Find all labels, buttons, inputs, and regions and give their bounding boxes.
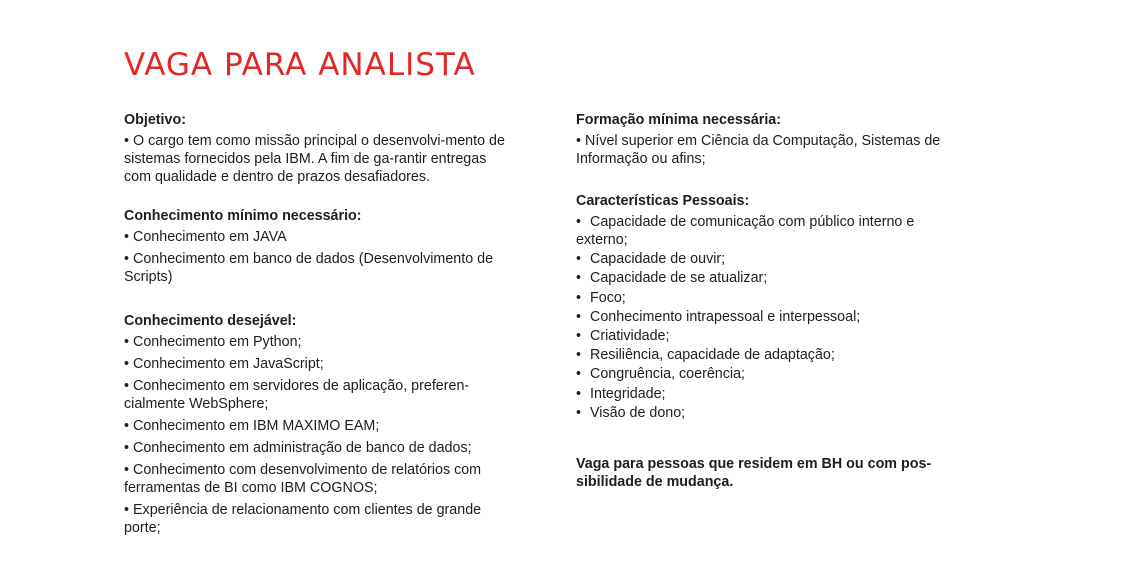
bullet-icon: • (124, 378, 130, 394)
right-column (576, 111, 956, 491)
list-item (576, 308, 956, 326)
section-formacao (576, 111, 956, 168)
section-objetivo (124, 111, 510, 186)
list-item (576, 327, 956, 345)
list-item (124, 439, 510, 457)
list-item-text: Capacidade de comunicação com público interno e externo; (576, 214, 915, 248)
section-conhecimento-minimo (124, 207, 510, 286)
section-caracteristicas (576, 192, 956, 422)
list-item (576, 132, 956, 168)
list-item-text: Criatividade; (590, 327, 670, 344)
list-item-text: Conhecimento em JAVA (133, 229, 287, 245)
list-item (576, 404, 956, 422)
bullet-icon: • (576, 327, 582, 344)
list-item (124, 333, 510, 351)
list-item-text: Congruência, coerência; (590, 366, 745, 383)
list-item-text: Conhecimento em IBM MAXIMO EAM; (133, 418, 380, 434)
relocation-note: Vaga para pessoas que residem em BH ou com pos-sibilidade de mudança. (576, 455, 932, 490)
list-item-text: Conhecimento em servidores de aplicação, preferen-cialmente WebSphere; (124, 378, 470, 412)
list-item (576, 250, 956, 268)
list-item-text: Conhecimento em JavaScript; (133, 356, 324, 372)
bullet-icon: • (124, 133, 130, 149)
list-item-text: Conhecimento em banco de dados (Desenvolvimento de Scripts) (124, 251, 494, 285)
section-heading-formacao: Formação mínima necessária: (576, 112, 782, 128)
bullet-icon: • (124, 251, 130, 267)
list-item-text: Conhecimento em administração de banco de dados; (133, 440, 472, 456)
list-item (124, 377, 510, 413)
bullet-icon: • (124, 502, 130, 518)
list-item-text: Integridade; (590, 385, 666, 402)
section-conhecimento-desejavel (124, 312, 510, 537)
bullet-icon: • (576, 214, 582, 230)
list-item (124, 417, 510, 435)
list-item-text: Capacidade de ouvir; (590, 251, 726, 268)
bullet-icon: • (124, 334, 130, 350)
list-item (124, 132, 510, 186)
list-item (576, 385, 956, 403)
list-item (124, 228, 510, 246)
list-item-text: Conhecimento intrapessoal e interpessoal; (590, 308, 861, 325)
list-item (124, 461, 510, 497)
list-item-text: Foco; (590, 289, 626, 306)
list-item (576, 365, 956, 383)
left-column (124, 111, 510, 541)
list-item (124, 501, 510, 537)
page-title: VAGA PARA ANALISTA (124, 47, 476, 83)
bullet-icon: • (124, 356, 130, 372)
bullet-icon: • (576, 347, 582, 364)
bullet-icon: • (576, 251, 582, 268)
list-item (576, 346, 956, 364)
section-heading-objetivo: Objetivo: (124, 112, 186, 128)
bullet-icon: • (124, 418, 130, 434)
section-heading-conhecimento-minimo: Conhecimento mínimo necessário: (124, 208, 362, 224)
list-item (124, 250, 510, 286)
list-item (576, 213, 956, 249)
bullet-icon: • (576, 385, 582, 402)
list-item (576, 289, 956, 307)
list-item-text: Nível superior em Ciência da Computação, Sistemas de Informação ou afins; (576, 133, 941, 167)
list-item-text: O cargo tem como missão principal o desenvolvi-mento de sistemas fornecidos pela IBM. A fim de ga-rantir entregas com qualidade e dentro de prazos desafiadores. (124, 133, 505, 185)
list-item-text: Conhecimento em Python; (133, 334, 302, 350)
list-item-text: Resiliência, capacidade de adaptação; (590, 347, 835, 364)
bullet-icon: • (576, 133, 582, 149)
list-item (124, 355, 510, 373)
bullet-icon: • (576, 270, 582, 287)
list-item-text: Visão de dono; (590, 404, 686, 421)
bullet-icon: • (576, 404, 582, 421)
list-item-text: Capacidade de se atualizar; (590, 270, 768, 287)
bullet-icon: • (124, 462, 130, 478)
bullet-icon: • (576, 308, 582, 325)
bullet-icon: • (576, 366, 582, 383)
section-heading-conhecimento-desejavel: Conhecimento desejável: (124, 313, 297, 329)
bullet-icon: • (124, 440, 130, 456)
bullet-icon: • (124, 229, 130, 245)
list-item-text: Conhecimento com desenvolvimento de relatórios com ferramentas de BI como IBM COGNOS; (124, 462, 482, 496)
section-heading-caracteristicas: Características Pessoais: (576, 193, 750, 209)
bullet-icon: • (576, 289, 582, 306)
list-item (576, 269, 956, 287)
list-item-text: Experiência de relacionamento com clientes de grande porte; (124, 502, 482, 536)
